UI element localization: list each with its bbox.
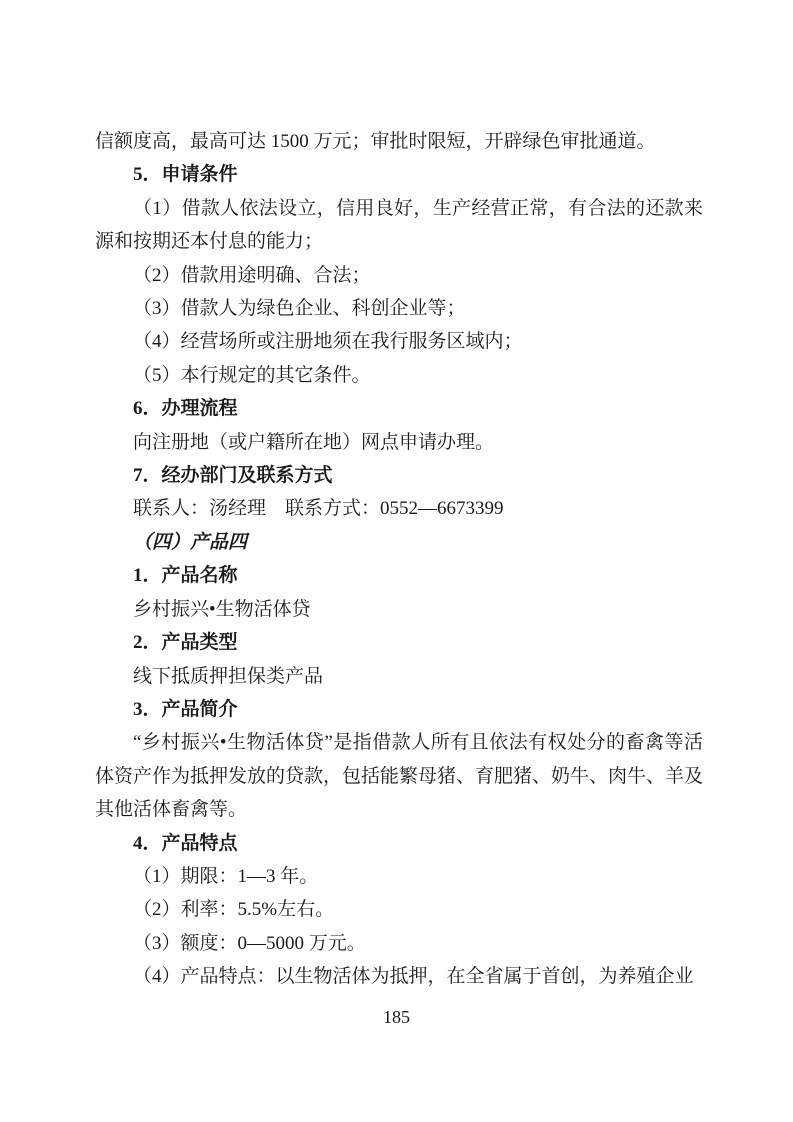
paragraph-credit-limit-tail: 信额度高，最高可达 1500 万元；审批时限短，开辟绿色审批通道。 (95, 131, 656, 152)
product-name-text: 乡村振兴•生物活体贷 (133, 598, 311, 620)
feature-item-quota: （3）额度：0—5000 万元。 (133, 932, 366, 954)
condition-item-5: （5）本行规定的其它条件。 (133, 364, 371, 386)
condition-item-4: （4）经营场所或注册地须在我行服务区域内； (133, 331, 523, 353)
feature-item-highlight: （4）产品特点：以生物活体为抵押，在全省属于首创，为养殖企业 (133, 966, 694, 988)
condition-item-3: （3）借款人为绿色企业、科创企业等； (133, 298, 466, 320)
handling-process-text: 向注册地（或户籍所在地）网点申请办理。 (133, 431, 495, 453)
document-content (95, 125, 703, 994)
heading-application-conditions: 5．申请条件 (133, 164, 238, 186)
heading-product-type: 2．产品类型 (133, 632, 238, 654)
condition-item-1: （1）借款人依法设立，信用良好，生产经营正常，有合法的还款来源和按期还本付息的能力； (95, 197, 703, 253)
contact-info: 联系人：汤经理 联系方式：0552—6673399 (133, 498, 504, 520)
heading-handling-process: 6．办理流程 (133, 398, 238, 420)
heading-department-contact: 7．经办部门及联系方式 (133, 465, 333, 487)
heading-product-name: 1．产品名称 (133, 565, 238, 587)
feature-item-term: （1）期限：1—3 年。 (133, 865, 319, 887)
heading-product-intro: 3．产品简介 (133, 698, 238, 720)
page-number: 185 (383, 1007, 410, 1027)
heading-product-four: （四）产品四 (133, 531, 248, 553)
feature-item-rate: （2）利率：5.5%左右。 (133, 899, 335, 921)
condition-item-2: （2）借款用途明确、合法； (133, 264, 371, 286)
heading-product-features: 4．产品特点 (133, 832, 238, 854)
product-intro-text: “乡村振兴•生物活体贷”是指借款人所有且依法有权处分的畜禽等活体资产作为抵押发放的贷款，包括能繁母猪、育肥猪、奶牛、肉牛、羊及其他活体畜禽等。 (95, 732, 704, 821)
product-type-text: 线下抵质押担保类产品 (133, 665, 324, 687)
